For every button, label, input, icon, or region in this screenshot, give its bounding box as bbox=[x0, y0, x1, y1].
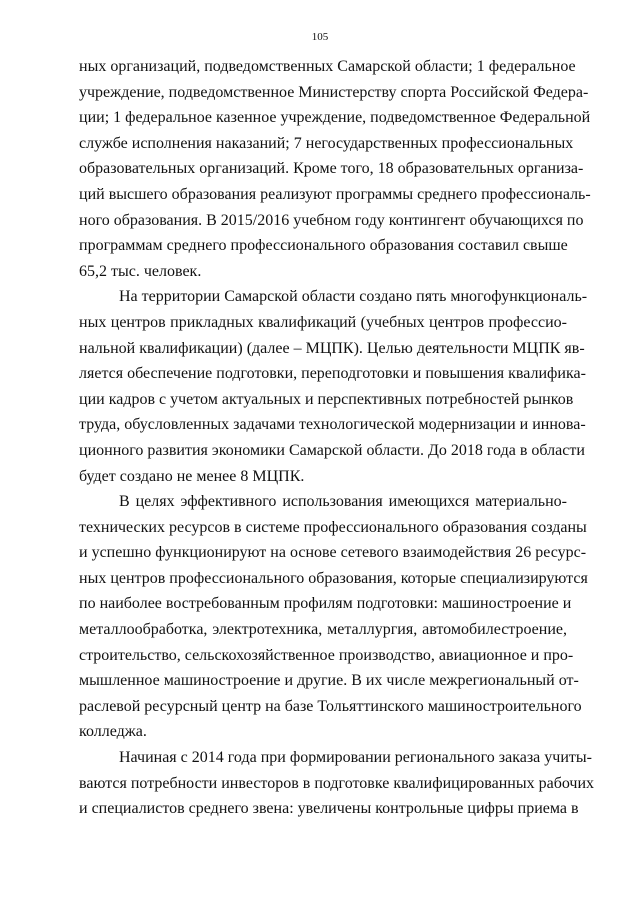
text-line: программам среднего профессионального образования составил свыше bbox=[79, 237, 568, 255]
paragraph-1 bbox=[79, 54, 591, 284]
text-line: и специалистов среднего звена: увеличены контрольные цифры приема в bbox=[79, 800, 579, 818]
text-line: ляется обеспечение подготовки, переподготовки и повышения квалифика- bbox=[79, 365, 586, 383]
text-line: службе исполнения наказаний; 7 негосударственных профессиональных bbox=[79, 134, 574, 152]
text-line: ций высшего образования реализуют программы среднего профессиональ- bbox=[79, 185, 591, 203]
text-line: ных центров профессионального образования, которые специализируются bbox=[79, 569, 588, 587]
text-line: колледжа. bbox=[79, 723, 147, 741]
text-line: по наиболее востребованным профилям подготовки: машиностроение и bbox=[79, 595, 572, 613]
text-line: образовательных организаций. Кроме того, 18 образовательных организа- bbox=[79, 160, 584, 178]
text-line: технических ресурсов в системе профессионального образования созданы bbox=[79, 518, 587, 536]
text-line: раслевой ресурсный центр на базе Тольяттинского машиностроительного bbox=[79, 697, 582, 715]
text-line: ных центров прикладных квалификаций (учебных центров профессио- bbox=[79, 313, 567, 331]
paragraph-2 bbox=[79, 284, 588, 489]
text-line: металлообработка, электротехника, металлургия, автомобилестроение, bbox=[79, 621, 567, 639]
paragraph-3 bbox=[79, 489, 588, 745]
text-line: и успешно функционируют на основе сетевого взаимодействия 26 ресурс- bbox=[79, 544, 587, 562]
document-body bbox=[79, 54, 595, 822]
text-line: 65,2 тыс. человек. bbox=[79, 262, 202, 280]
text-line: учреждение, подведомственное Министерству спорта Российской Федера- bbox=[79, 83, 589, 101]
text-line: ции кадров с учетом актуальных и перспективных потребностей рынков bbox=[79, 390, 574, 408]
text-line: строительство, сельскохозяйственное производство, авиационное и про- bbox=[79, 646, 574, 664]
page-number: 105 bbox=[311, 31, 329, 43]
text-line: будет создано не менее 8 МЦПК. bbox=[79, 467, 305, 485]
text-line: труда, обусловленных задачами технологической модернизации и иннова- bbox=[79, 416, 586, 434]
text-line: ционного развития экономики Самарской области. До 2018 года в области bbox=[79, 441, 585, 459]
text-line: ных организаций, подведомственных Самарской области; 1 федеральное bbox=[79, 58, 576, 75]
text-line: ного образования. В 2015/2016 учебном году контингент обучающихся по bbox=[79, 211, 584, 229]
text-line: ваются потребности инвесторов в подготовке квалифицированных рабочих bbox=[79, 774, 595, 792]
text-line: На территории Самарской области создано пять многофункциональ- bbox=[119, 288, 588, 306]
text-line: Начиная с 2014 года при формировании регионального заказа учиты- bbox=[119, 749, 592, 767]
text-line: В целях эффективного использования имеющихся материально- bbox=[119, 493, 567, 511]
paragraph-4 bbox=[79, 745, 595, 822]
text-line: нальной квалификации) (далее – МЦПК). Целью деятельности МЦПК яв- bbox=[79, 339, 585, 357]
text-line: ции; 1 федеральное казенное учреждение, подведомственное Федеральной bbox=[79, 109, 591, 127]
text-line: мышленное машиностроение и другие. В их числе межрегиональный от- bbox=[79, 672, 579, 690]
